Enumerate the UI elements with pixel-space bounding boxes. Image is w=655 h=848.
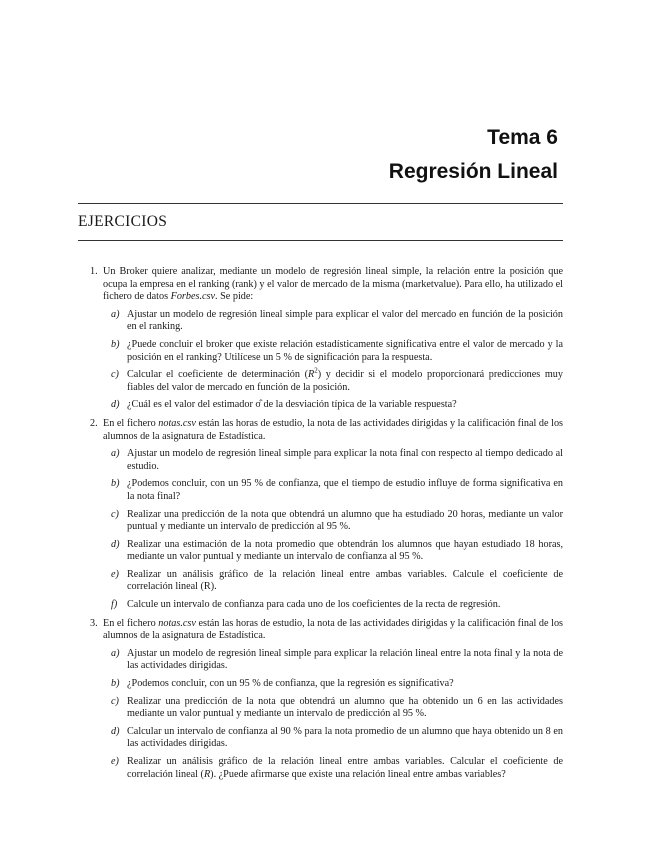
- subitem-letter: b): [111, 338, 120, 350]
- subitem-letter: c): [111, 369, 119, 381]
- subitem: [103, 539, 563, 564]
- subitem-text: Realizar un análisis gráfico de la relación lineal entre ambas variables. Calcule el coeficiente de correlación lineal (R).: [127, 568, 563, 593]
- subitem-letter: e): [111, 568, 119, 580]
- exercise-intro: En el fichero notas.csv están las horas de estudio, la nota de las actividades dirigidas y la calificación final de los alumnos de la asignatura de Estadística.: [103, 617, 563, 642]
- section-heading: EJERCICIOS: [78, 213, 168, 230]
- subitem-letter: e): [111, 756, 119, 767]
- subitem: [103, 726, 563, 751]
- exercise-intro: En el fichero notas.csv están las horas de estudio, la nota de las actividades dirigidas y la calificación final de los alumnos de la asignatura de Estadística.: [103, 417, 563, 442]
- math-exponent: 2: [314, 366, 318, 375]
- subitem-text: Ajustar un modelo de regresión lineal simple para explicar la nota final con respecto al tiempo dedicado al estudio.: [127, 448, 563, 472]
- subitem: [103, 569, 563, 594]
- exercise-number: 3.: [90, 617, 98, 629]
- subitem-text: ¿Cuál es el valor del estimador σ̂ de la desviación típica de la variable respuesta?: [127, 399, 457, 411]
- subitem: [103, 309, 563, 334]
- subitem-letter: b): [111, 678, 120, 690]
- subitem-text: ¿Podemos concluir, con un 95 % de confianza, que el tiempo de estudio influye de forma significativa en la nota final?: [127, 478, 563, 502]
- chapter-title-block: [389, 124, 558, 186]
- subitem: [103, 399, 563, 412]
- exercise-list: [86, 266, 563, 781]
- subitem-letter: d): [111, 725, 120, 737]
- subitem-text: Realizar una estimación de la nota promedio que obtendrán los alumnos que hayan estudiado 18 horas, mediante un valor puntual y mediante un intervalo de confianza al 95 %.: [127, 538, 563, 563]
- subitem: [103, 696, 563, 721]
- subitem-letter: a): [111, 647, 120, 659]
- exercise-number: 1.: [90, 266, 98, 277]
- subitem-text: Calcule un intervalo de confianza para cada uno de los coeficientes de la recta de regresión.: [127, 599, 501, 611]
- exercise-intro: Un Broker quiere analizar, mediante un modelo de regresión lineal simple, la relación entre la posición que ocupa la empresa en el ranking (rank) y el valor de mercado de la misma (marketvalue). Para ello, ha utilizado el fichero de datos Forbes.csv. Se pide:: [103, 266, 563, 303]
- subitem: [103, 756, 563, 781]
- math-variable: R: [203, 768, 211, 780]
- math-variable: R: [307, 369, 315, 381]
- data-file-name: Forbes.csv: [170, 291, 216, 303]
- data-file-name: notas.csv: [158, 417, 196, 429]
- subitem: [103, 339, 563, 364]
- subitem-text: Realizar una predicción de la nota que obtendrá un alumno que ha estudiado 20 horas, mediante un valor puntual y mediante un intervalo de predicción al 95 %.: [127, 508, 563, 533]
- subitem: [103, 448, 563, 473]
- subitem-letter: c): [111, 695, 119, 707]
- subitem: [103, 366, 563, 394]
- subitem: [103, 678, 563, 691]
- subitem-text: Calcular el coeficiente de determinación $(R^2)$ y decidir si el modelo proporcionará predicciones muy fiables del valor de mercado en función de la posición.: [127, 366, 563, 393]
- subitem-list: [103, 648, 563, 781]
- exercise-item: [86, 266, 563, 412]
- exercise-item: [86, 618, 563, 782]
- subitem-text: ¿Podemos concluir, con un 95 % de confianza, que la regresión es significativa?: [127, 678, 454, 690]
- section-rule-top: [78, 203, 563, 204]
- subitem-text: ¿Puede concluir el broker que existe relación estadísticamente significativa entre el valor de mercado y la posición en el ranking? Utilícese un 5 % de significación para la respuesta.: [127, 338, 563, 363]
- subitem: [103, 478, 563, 503]
- chapter-number: Tema 6: [487, 126, 558, 149]
- subitem-letter: f): [111, 599, 118, 611]
- subitem-list: [103, 448, 563, 612]
- subitem-letter: c): [111, 508, 119, 520]
- subitem-list: [103, 309, 563, 412]
- exercise-number: 2.: [90, 417, 98, 429]
- subitem-letter: a): [111, 448, 120, 460]
- exercise-content: [86, 266, 563, 787]
- section-rule-bottom: [78, 240, 563, 241]
- exercise-item: [86, 418, 563, 612]
- subitem: [103, 599, 563, 612]
- subitem-letter: a): [111, 308, 120, 320]
- subitem-text: Realizar una predicción de la nota que obtendrá un alumno que ha obtenido un 6 en las actividades mediante un valor puntual y mediante un intervalo de predicción al 95 %.: [127, 695, 563, 720]
- subitem: [103, 648, 563, 673]
- subitem-letter: b): [111, 478, 120, 490]
- data-file-name: notas.csv: [158, 617, 196, 629]
- subitem: [103, 509, 563, 534]
- subitem-text: Ajustar un modelo de regresión lineal simple para explicar la relación lineal entre la nota final y la nota de las actividades dirigidas.: [127, 647, 563, 672]
- subitem-text: Realizar un análisis gráfico de la relación lineal entre ambas variables. Calcular el coeficiente de correlación lineal (R). ¿Puede afirmarse que existe una relación lineal entre ambas variables?: [127, 756, 563, 780]
- subitem-letter: d): [111, 399, 120, 411]
- subitem-letter: d): [111, 538, 120, 550]
- subitem-text: Ajustar un modelo de regresión lineal simple para explicar el valor del mercado en función de la posición en el ranking.: [127, 308, 563, 333]
- subitem-text: Calcular un intervalo de confianza al 90 % para la nota promedio de un alumno que haya obtenido un 8 en las actividades dirigidas.: [127, 725, 563, 750]
- chapter-title: Regresión Lineal: [388, 160, 558, 183]
